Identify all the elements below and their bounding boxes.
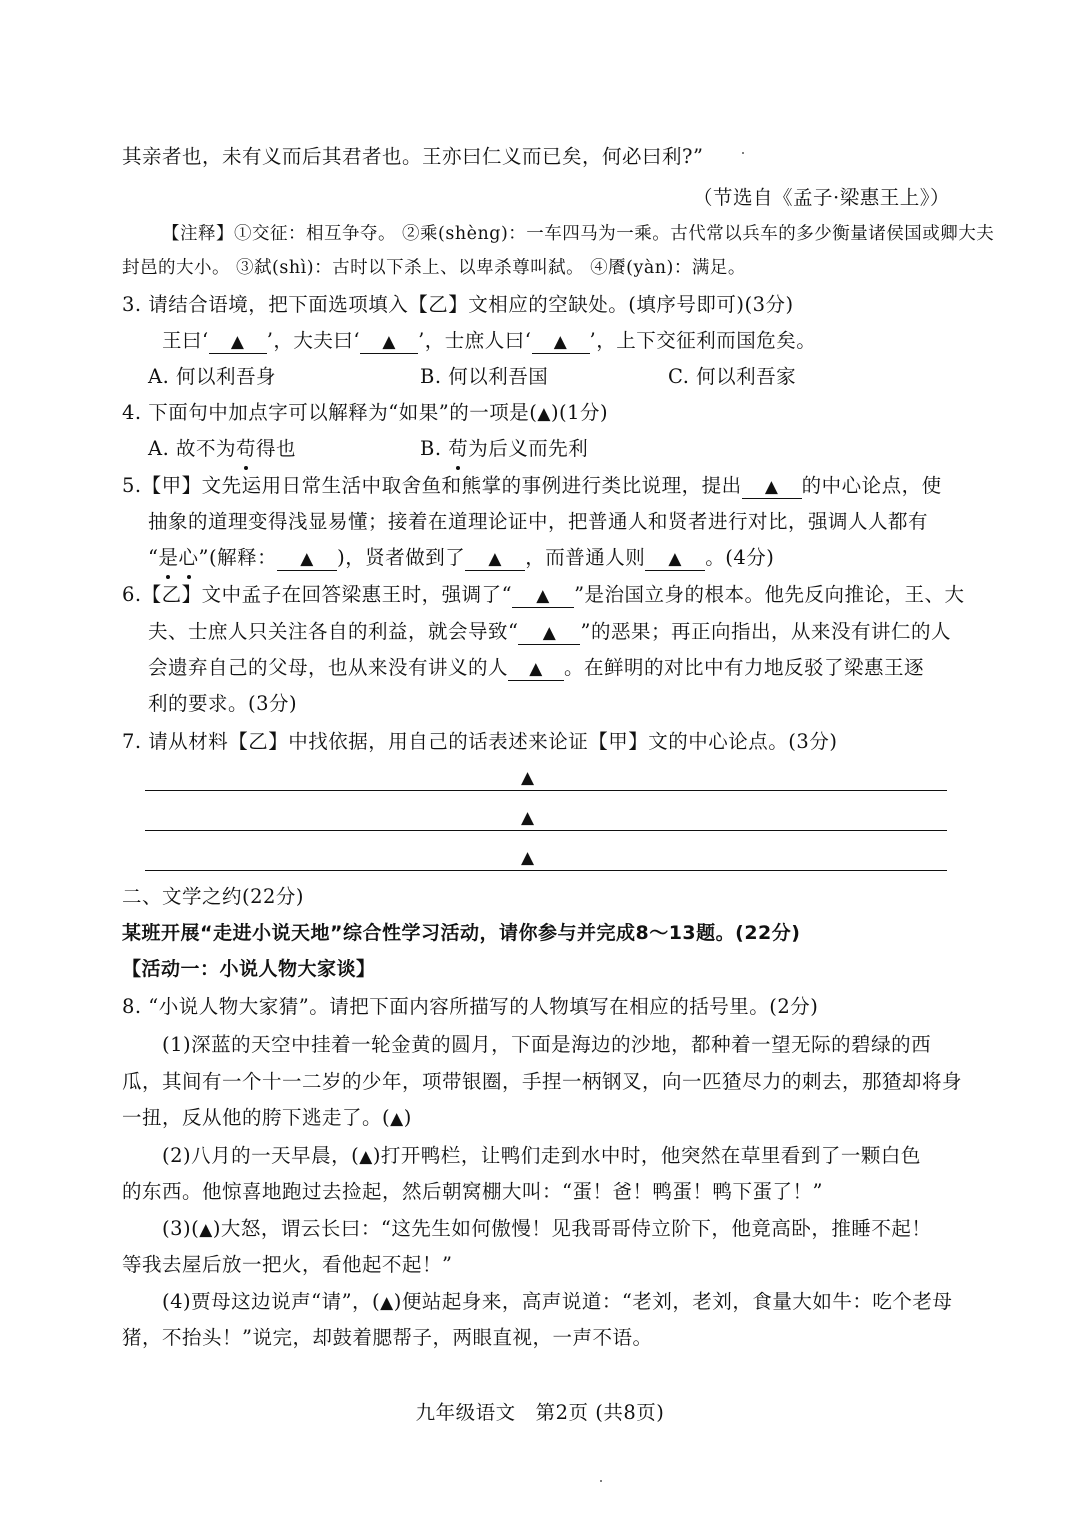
notes-line-2: 封邑的大小。 ③弑(shì)：古时以下杀上、以卑杀尊叫弑。 ④餍(yàn)：满足。: [122, 258, 746, 278]
q3-blank-1[interactable]: ▲: [209, 330, 267, 354]
q5-blank-1[interactable]: ▲: [742, 475, 802, 499]
q7-answer-line-2[interactable]: [145, 830, 947, 831]
q6-line-1: 6.【乙】文中孟子在回答梁惠王时，强调了“ ▲ ”是治国立身的根本。他先反向推论，王、大: [122, 583, 965, 606]
q4-answer-slot[interactable]: ▲: [537, 404, 551, 424]
q4-option-a: A. 故不为苟得也: [148, 434, 296, 464]
q5-blank-3[interactable]: ▲: [465, 547, 525, 571]
q8-answer-slot-4[interactable]: ▲: [380, 1293, 394, 1313]
page-footer: 九年级语文 第2页 (共8页): [415, 1401, 665, 1424]
q5-line-2: 抽象的道理变得浅显易懂；接着在道理论证中，把普通人和贤者进行对比，强调人人都有: [148, 510, 929, 533]
q8-item-2-line-2: 的东西。他惊喜地跑过去捡起，然后朝窝棚大叫：“蛋！爸！鸭蛋！鸭下蛋了！”: [122, 1180, 823, 1203]
q8-item-2-line-1: (2)八月的一天早晨，(▲)打开鸭栏，让鸭们走到水中时，他突然在草里看到了一颗白色: [162, 1144, 921, 1167]
q6-blank-3[interactable]: ▲: [508, 657, 564, 681]
notes-line-1: 【注释】①交征：相互争夺。 ②乘(shèng)：一车四马为一乘。古代常以兵车的多少衡量诸侯国或卿大夫: [162, 224, 995, 244]
q8-item-4-line-2: 猪，不抬头！”说完，却鼓着腮帮子，两眼直视，一声不语。: [122, 1326, 653, 1349]
q5-line-3: “是心”(解释： ▲ )，贤者做到了 ▲ ，而普通人则 ▲ 。(4分): [148, 543, 774, 573]
q7-answer-line-1[interactable]: [145, 790, 947, 791]
q7-answer-line-3[interactable]: [145, 870, 947, 871]
q3-blank-2[interactable]: ▲: [360, 330, 418, 354]
dotted-char: 苟: [236, 434, 256, 464]
q6-line-3: 会遗弃自己的父母，也从来没有讲义的人 ▲ 。在鲜明的对比中有力地反驳了梁惠王逐: [148, 656, 925, 679]
q5-line-1: 5.【甲】文先运用日常生活中取舍鱼和熊掌的事例进行类比说理，提出 ▲ 的中心论点，使: [122, 474, 942, 497]
q3-sentence: 王曰‘ ▲ ’，大夫曰‘ ▲ ’，士庶人曰‘ ▲ ’，上下交征利而国危矣。: [162, 329, 817, 352]
q8-stem: 8. “小说人物大家猜”。请把下面内容所描写的人物填写在相应的括号里。(2分): [122, 995, 819, 1018]
q5-blank-2[interactable]: ▲: [277, 547, 337, 571]
scan-speck: [600, 1480, 602, 1482]
q8-item-1-line-1: (1)深蓝的天空中挂着一轮金黄的圆月，下面是海边的沙地，都种着一望无际的碧绿的西: [162, 1033, 932, 1056]
dotted-char: 苟: [448, 434, 468, 464]
q7-answer-mark-1: ▲: [521, 768, 535, 788]
activity-1-heading: 【活动一：小说人物大家谈】: [122, 958, 376, 980]
q6-blank-2[interactable]: ▲: [518, 621, 580, 645]
q6-line-4: 利的要求。(3分): [148, 692, 298, 715]
q8-item-1-line-2: 瓜，其间有一个十一二岁的少年，项带银圈，手捏一柄钢叉，向一匹猹尽力的刺去，那猹却将身: [122, 1070, 963, 1093]
q8-answer-slot-2[interactable]: ▲: [359, 1147, 373, 1167]
section-2-heading: 二、文学之约(22分): [122, 885, 305, 908]
q8-item-3-line-1: (3)(▲)大怒，谓云长曰：“这先生如何傲慢！见我哥哥侍立阶下，他竟高卧，推睡不起！: [162, 1217, 932, 1240]
q3-blank-3[interactable]: ▲: [532, 330, 590, 354]
passage-source: （节选自《孟子·梁惠王上》）: [693, 186, 950, 209]
q7-answer-mark-3: ▲: [521, 848, 535, 868]
q5-blank-4[interactable]: ▲: [645, 547, 705, 571]
q8-answer-slot-1[interactable]: ▲: [390, 1109, 404, 1129]
q3-stem: 3. 请结合语境，把下面选项填入【乙】文相应的空缺处。(填序号即可)(3分): [122, 293, 794, 316]
q3-option-b: B. 何以利吾国: [420, 365, 549, 388]
scan-speck: [742, 152, 744, 154]
q8-item-4-line-1: (4)贾母这边说声“请”，(▲)便站起身来，高声说道：“老刘，老刘，食量大如牛：吃个老母: [162, 1290, 953, 1313]
q6-line-2: 夫、士庶人只关注各自的利益，就会导致“ ▲ ”的恶果；再正向指出，从来没有讲仁的人: [148, 620, 951, 643]
q6-blank-1[interactable]: ▲: [512, 584, 574, 608]
q3-option-c: C. 何以利吾家: [668, 365, 797, 388]
q4-stem: 4. 下面句中加点字可以解释为“如果”的一项是(▲)(1分): [122, 401, 609, 424]
dotted-char: 心: [179, 543, 199, 573]
q3-option-a: A. 何以利吾身: [148, 365, 276, 388]
q8-item-1-line-3: 一扭，反从他的胯下逃走了。(▲): [122, 1106, 412, 1129]
passage-end: 其亲者也，未有义而后其君者也。王亦曰仁义而已矣，何必曰利?”: [122, 145, 704, 168]
section-2-intro: 某班开展“走进小说天地”综合性学习活动，请你参与并完成8～13题。(22分): [122, 922, 801, 944]
q8-answer-slot-3[interactable]: ▲: [199, 1220, 213, 1240]
q7-answer-mark-2: ▲: [521, 808, 535, 828]
q7-stem: 7. 请从材料【乙】中找依据，用自己的话表述来论证【甲】文的中心论点。(3分): [122, 730, 838, 753]
q8-item-3-line-2: 等我去屋后放一把火，看他起不起！”: [122, 1253, 453, 1276]
q4-option-b: B. 苟为后义而先利: [420, 434, 588, 464]
dotted-char: 是: [158, 543, 178, 573]
